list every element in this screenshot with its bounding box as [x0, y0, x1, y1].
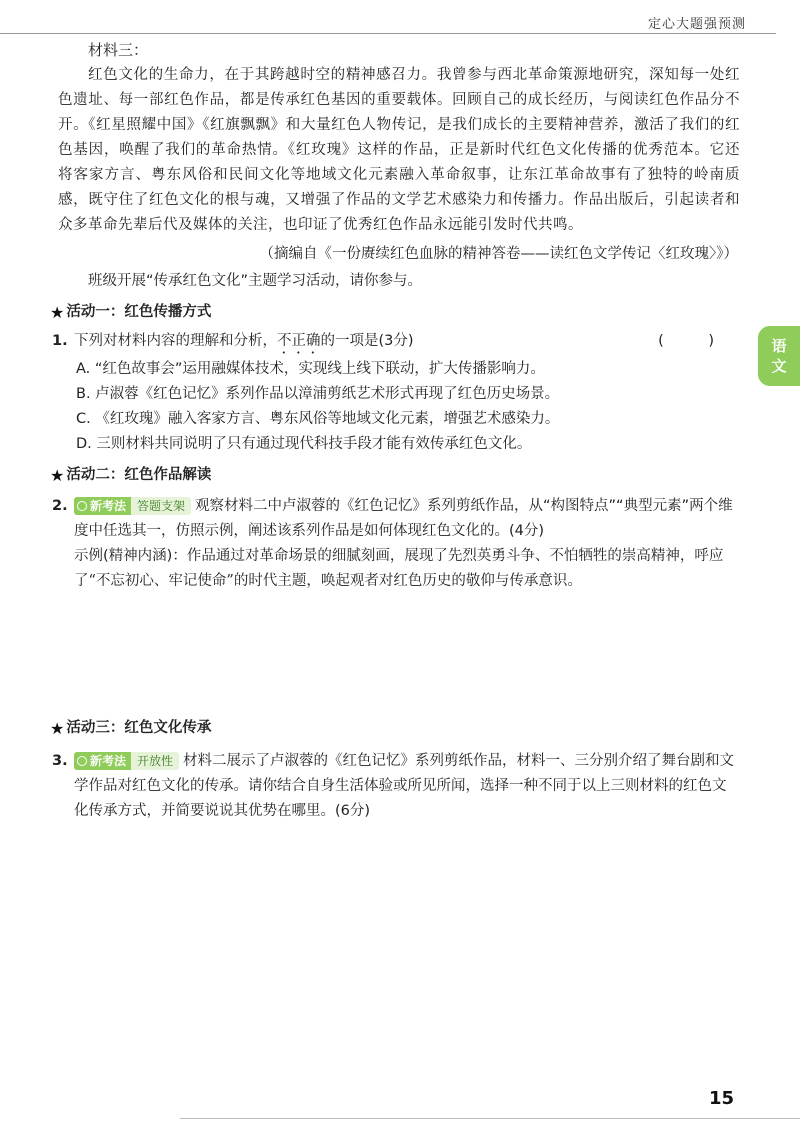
question-3-badge-sub: 开放性: [131, 752, 179, 770]
question-3-stem: 材料二展示了卢淑蓉的《红色记忆》系列剪纸作品，材料一、三分别介绍了舞台剧和文学作品对红色文化的传承。请你结合自身生活体验或所见所闻，选择一种不同于以上三则材料的红色文化传承方式，并简要说说其优势在哪里。(6分): [74, 753, 735, 819]
activity1-title: 活动一：红色传播方式: [66, 304, 212, 320]
header-title: 定心大题强预测: [647, 17, 746, 32]
question-3-badge: [74, 752, 179, 770]
example-label: 示例(精神内涵)：: [74, 548, 187, 564]
question-3: [52, 749, 740, 824]
material3-title: 材料三：: [88, 41, 149, 59]
subject-tab-char-1: 语: [771, 337, 787, 355]
option-c: C. 《红玫瑰》融入客家方言、粤东风俗等地域文化元素，增强艺术感染力。: [76, 411, 560, 427]
option-a: A. “红色故事会”运用融媒体技术，实现线上线下联动，扩大传播影响力。: [76, 361, 545, 377]
question-2-badge-sub: 答题支架: [131, 497, 191, 515]
question-1-stem: [74, 329, 658, 357]
question-2-stem: 观察材料二中卢淑蓉的《红色记忆》系列剪纸作品，从“构图特点”“典型元素”两个维度中任选其一，仿照示例，阐述该系列作品是如何体现红色文化的。(4分): [74, 498, 733, 539]
material3-body: 红色文化的生命力，在于其跨越时空的精神感召力。我曾参与西北革命策源地研究，深知每一处红色遗址、每一部红色作品，都是传承红色基因的重要载体。回顾自己的成长经历，与阅读红色作品分不开。《红星照耀中国》《红旗飘飘》和大量红色人物传记，是我们成长的主要精神营养，激活了我们的红色基因，唤醒了我们的革命热情。《红玫瑰》这样的作品，正是新时代红色文化传播的优秀范本。它还将客家方言、粤东风俗和民间文化等地域文化元素融入革命叙事，让东江革命故事有了独特的岭南质感，既守住了红色文化的根与魂，又增强了作品的文学艺术感染力和传播力。作品出版后，引起读者和众多革命先辈后代及媒体的关注，也印证了优秀红色作品永远能引发时代共鸣。: [58, 67, 740, 233]
question-2-number: 2.: [52, 498, 68, 514]
question-1-stem-after: 的一项是(3分): [320, 333, 414, 349]
subject-tab: [758, 326, 800, 386]
star-icon: ★: [50, 719, 65, 738]
subject-tab-char-2: 文: [771, 357, 787, 375]
question-1-options: [58, 357, 740, 457]
lightbulb-icon: [77, 756, 87, 766]
question-3-number: 3.: [52, 753, 68, 769]
lightbulb-icon: [77, 501, 87, 511]
question-2-badge-main: [74, 497, 131, 515]
activity2-title: 活动二：红色作品解读: [66, 467, 212, 483]
question-3-content: [74, 749, 740, 824]
option-b: B. 卢淑蓉《红色记忆》系列作品以漳浦剪纸艺术形式再现了红色历史场景。: [76, 386, 560, 402]
footer-rule: [180, 1118, 800, 1119]
question-1: [52, 329, 740, 457]
activity3-title: 活动三：红色文化传承: [66, 720, 212, 736]
material3-source: （摘编自《一份赓续红色血脉的精神答卷——读红色文学传记〈红玫瑰〉》）: [259, 246, 738, 262]
activity-intro: 班级开展“传承红色文化”主题学习活动，请你参与。: [88, 273, 423, 289]
page-content: [50, 38, 740, 824]
answer-bracket: ( ): [658, 333, 734, 349]
question-2: [52, 494, 740, 594]
question-2-badge-main-label: 新考法: [90, 499, 127, 513]
question-2-content: [74, 494, 740, 594]
question-2-example: [74, 544, 740, 594]
activity1-heading: [50, 300, 740, 325]
question-1-stem-emphasis: 不正确: [277, 333, 321, 349]
question-2-badge: [74, 497, 191, 515]
activity2-heading: [50, 463, 740, 488]
page-number: 15: [708, 1088, 734, 1109]
star-icon: ★: [50, 303, 65, 322]
option-d: D. 三则材料共同说明了只有通过现代科技手段才能有效传承红色文化。: [76, 436, 532, 452]
question-1-number: 1.: [52, 333, 68, 349]
header-rule: [0, 33, 776, 34]
example-text: 作品通过对革命场景的细腻刻画，展现了先烈英勇斗争、不怕牺牲的崇高精神，呼应了“不忘初心、牢记使命”的时代主题，唤起观者对红色历史的敬仰与传承意识。: [74, 548, 724, 589]
star-icon: ★: [50, 466, 65, 485]
answer-space-2: [58, 594, 740, 710]
activity3-heading: [50, 716, 740, 741]
question-3-badge-main-label: 新考法: [90, 754, 127, 768]
question-1-stem-before: 下列对材料内容的理解和分析，: [74, 333, 277, 349]
question-3-badge-main: [74, 752, 131, 770]
